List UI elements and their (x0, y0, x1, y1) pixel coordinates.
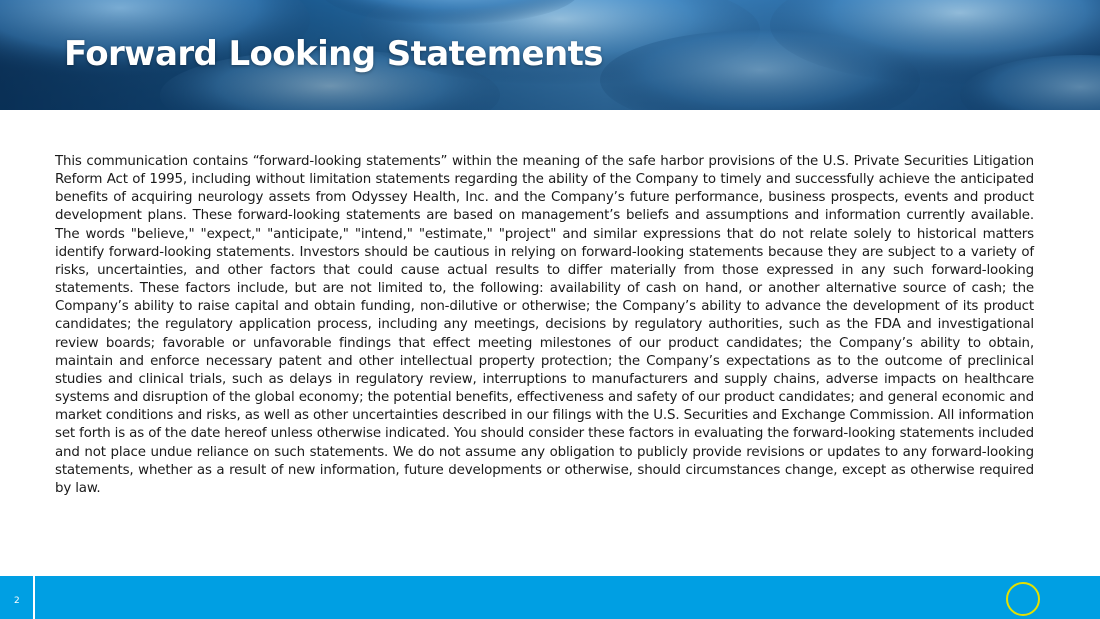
header-banner (0, 0, 1100, 110)
footer-bar (0, 576, 1100, 619)
page-title: Forward Looking Statements (64, 34, 603, 74)
page-number: 2 (14, 596, 20, 606)
footer-divider (33, 576, 35, 619)
forward-looking-statement-text: This communication contains “forward-looking statements” within the meaning of the safe harbor provisions of the U.S. Private Securities Litigation Reform Act of 1995, including without limitation statements regarding the ability of the Company to timely and successfully achieve the anticipated benefits of acquiring neurology assets from Odyssey Health, Inc. and the Company’s future performance, business prospects, events and product development plans. These forward-looking statements are based on management’s beliefs and assumptions and information currently available. The words "believe," "expect," "anticipate," "intend," "estimate," "project" and similar expressions that do not relate solely to historical matters identify forward-looking statements. Investors should be cautious in relying on forward-looking statements because they are subject to a variety of risks, uncertainties, and other factors that could cause actual results to differ materially from those expressed in any such forward-looking statements. These factors include, but are not limited to, the following: availability of cash on hand, or another alternative source of cash; the Company’s ability to raise capital and obtain funding, non-dilutive or otherwise; the Company’s ability to advance the development of its product candidates; the regulatory application process, including any meetings, decisions by regulatory authorities, such as the FDA and investigational review boards; favorable or unfavorable findings that effect meeting milestones of our product candidates; the Company’s ability to obtain, maintain and enforce necessary patent and other intellectual property protection; the Company’s expectations as to the outcome of preclinical studies and clinical trials, such as delays in regulatory review, interruptions to manufacturers and supply chains, adverse impacts on healthcare systems and disruption of the global economy; the potential benefits, effectiveness and safety of our product candidates; and general economic and market conditions and risks, as well as other uncertainties described in our filings with the U.S. Securities and Exchange Commission. All information set forth is as of the date hereof unless otherwise indicated. You should consider these factors in evaluating the forward-looking statements included and not place undue reliance on such statements. We do not assume any obligation to publicly provide revisions or updates to any forward-looking statements, whether as a result of new information, future developments or otherwise, should circumstances change, except as otherwise required by law. (55, 154, 1034, 496)
yellow-ring-logo-icon (1006, 582, 1040, 616)
